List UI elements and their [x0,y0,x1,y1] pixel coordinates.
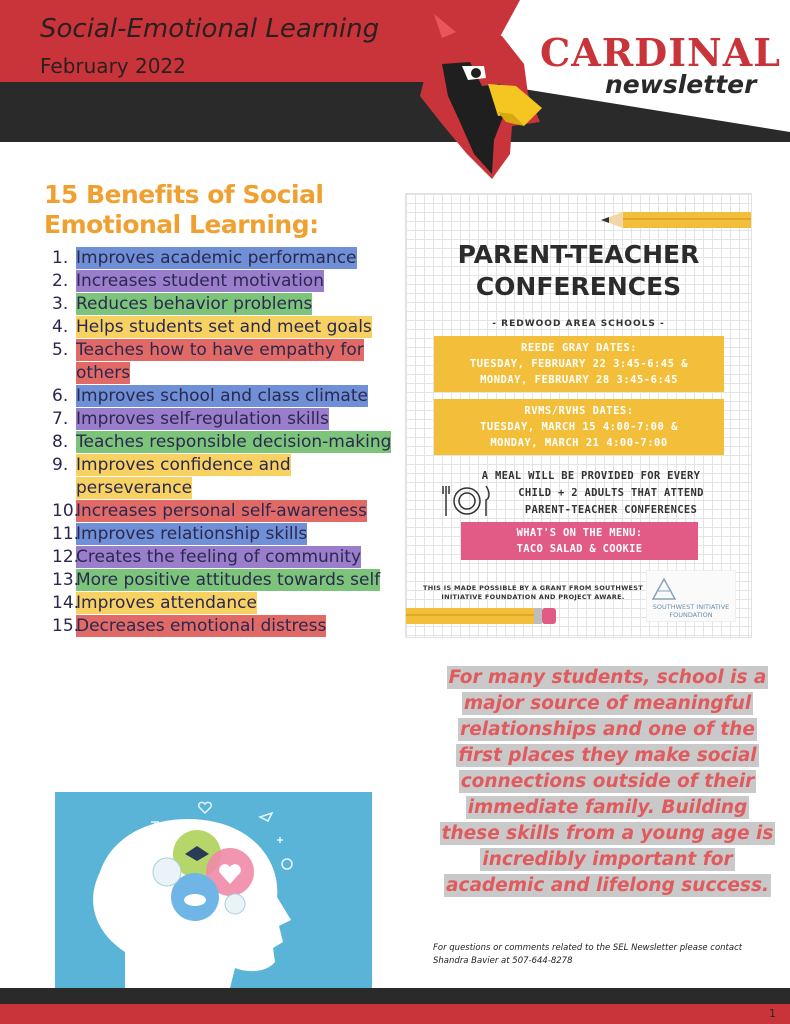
benefit-item [52,385,412,408]
newsletter-topic: Social-Emotional Learning [40,14,380,44]
benefit-number: 1. [52,248,69,268]
benefit-item [52,569,412,592]
benefit-item [52,523,412,546]
benefit-number: 4. [52,317,69,337]
reede-heading: REEDE GRAY DATES: [521,342,637,354]
benefit-text: Increases student motivation [76,271,324,291]
benefit-text: Improves attendance [76,593,257,613]
benefit-text: Helps students set and meet goals [76,317,372,337]
benefit-text: Decreases emotional distress [76,616,327,636]
meal-line-1: A MEAL WILL BE PROVIDED FOR EVERY [481,470,701,482]
benefit-text: Reduces behavior problems [76,294,313,314]
lightbulb-icon [282,859,292,869]
benefit-number: 13. [52,570,80,590]
foundation-name [647,603,735,619]
rvms-date-2: MONDAY, MARCH 21 4:00-7:00 [490,437,668,449]
benefit-item [52,454,412,500]
menu-item: TACO SALAD & COOKIE [516,543,643,555]
grant-line-1: THIS IS MADE POSSIBLE BY A GRANT FROM SOUTHWEST [422,584,644,592]
rvms-heading: RVMS/RVHS DATES: [524,405,634,417]
rvms-date-1: TUESDAY, MARCH 15 4:00-7:00 & [480,421,678,433]
benefit-text: Teaches how to have empathy for others [76,340,364,383]
thumbs-up-icon [225,894,245,914]
foundation-name-line1: SOUTHWEST INITIATIVE [652,603,730,611]
benefit-number: 7. [52,409,69,429]
pencil-top-icon [601,209,751,231]
benefits-heading-line1: 15 Benefits of Social [44,180,324,209]
benefit-text: Increases personal self-awareness [76,501,368,521]
grant-line-2: INITIATIVE FOUNDATION AND PROJECT AWARE. [441,593,625,601]
foundation-mark-icon [651,577,677,601]
benefits-list [52,247,412,638]
benefit-number: 6. [52,386,69,406]
benefit-number: 8. [52,432,69,452]
poster-title-line1: PARENT-TEACHER [457,240,700,269]
benefit-item [52,408,412,431]
poster-district: - REDWOOD AREA SCHOOLS - [492,319,665,329]
benefit-number: 5. [52,340,69,360]
reede-date-2: MONDAY, FEBRUARY 28 3:45-6:45 [480,374,678,386]
benefit-text: Creates the feeling of community [76,547,362,567]
head-silhouette-icon [55,792,372,988]
reede-date-1: TUESDAY, FEBRUARY 22 3:45-6:45 & [469,358,689,370]
rvms-rvhs-dates-box [434,399,724,455]
benefit-item [52,316,412,339]
meal-notice [446,468,736,519]
benefit-number: 3. [52,294,69,314]
benefit-number: 15. [52,616,80,636]
benefit-text: Improves school and class climate [76,386,368,406]
benefit-item [52,592,412,615]
benefits-heading [44,180,404,240]
benefit-text: Improves confidence and perseverance [76,455,291,498]
contact-info [433,942,783,968]
bird-icon [260,813,272,821]
benefit-number: 14. [52,593,80,613]
logo-newsletter: newsletter [605,70,757,99]
benefit-text: Teaches responsible decision-making [76,432,392,452]
sel-brain-illustration [55,792,372,988]
benefit-text: Improves relationship skills [76,524,308,544]
poster-title-line2: CONFERENCES [475,272,682,301]
logo-cardinal: CARDINAL [540,30,781,75]
reede-gray-dates-box [434,336,724,392]
benefit-number: 10. [52,501,80,521]
page-number: 1 [769,1007,776,1020]
cardinal-mascot-icon [412,4,542,179]
grant-notice [418,584,648,602]
contact-line-2: Shandra Bavier at 507-644-8278 [433,956,573,966]
benefit-number: 11. [52,524,80,544]
benefit-item [52,247,412,270]
benefit-number: 9. [52,455,69,475]
benefit-item [52,293,412,316]
meal-line-3: PARENT-TEACHER CONFERENCES [524,504,698,516]
foundation-name-line2: FOUNDATION [669,611,713,619]
contact-line-1: For questions or comments related to the SEL Newsletter please contact [433,943,743,953]
meal-line-2: CHILD + 2 ADULTS THAT ATTEND [518,487,704,499]
flower-icon [153,858,181,886]
foundation-logo [646,570,736,622]
sel-quote-text: For many students, school is a major source of meaningful relationships and one of the first places they make social connections outside of their immediate family. Building these skills from a young age is incredibly important for academic and lifelong success. [441,667,774,896]
newsletter-date: February 2022 [40,54,186,78]
benefit-item [52,431,412,454]
benefit-item [52,615,412,638]
sel-quote [435,665,780,899]
benefit-item [52,546,412,569]
conference-poster [405,193,752,638]
benefits-heading-line2: Emotional Learning: [44,210,319,239]
poster-title [406,239,751,303]
pencil-bottom-icon [406,606,556,626]
footer-red-band [0,1004,790,1024]
benefit-number: 12. [52,547,80,567]
benefit-item [52,270,412,293]
small-heart-icon [199,802,212,813]
benefit-number: 2. [52,271,69,291]
menu-heading: WHAT'S ON THE MENU: [516,527,643,539]
benefit-text: More positive attitudes towards self [76,570,381,590]
benefit-text: Improves self-regulation skills [76,409,329,429]
benefit-text: Improves academic performance [76,248,357,268]
benefit-item [52,339,412,385]
benefit-item [52,500,412,523]
menu-box [461,522,698,560]
